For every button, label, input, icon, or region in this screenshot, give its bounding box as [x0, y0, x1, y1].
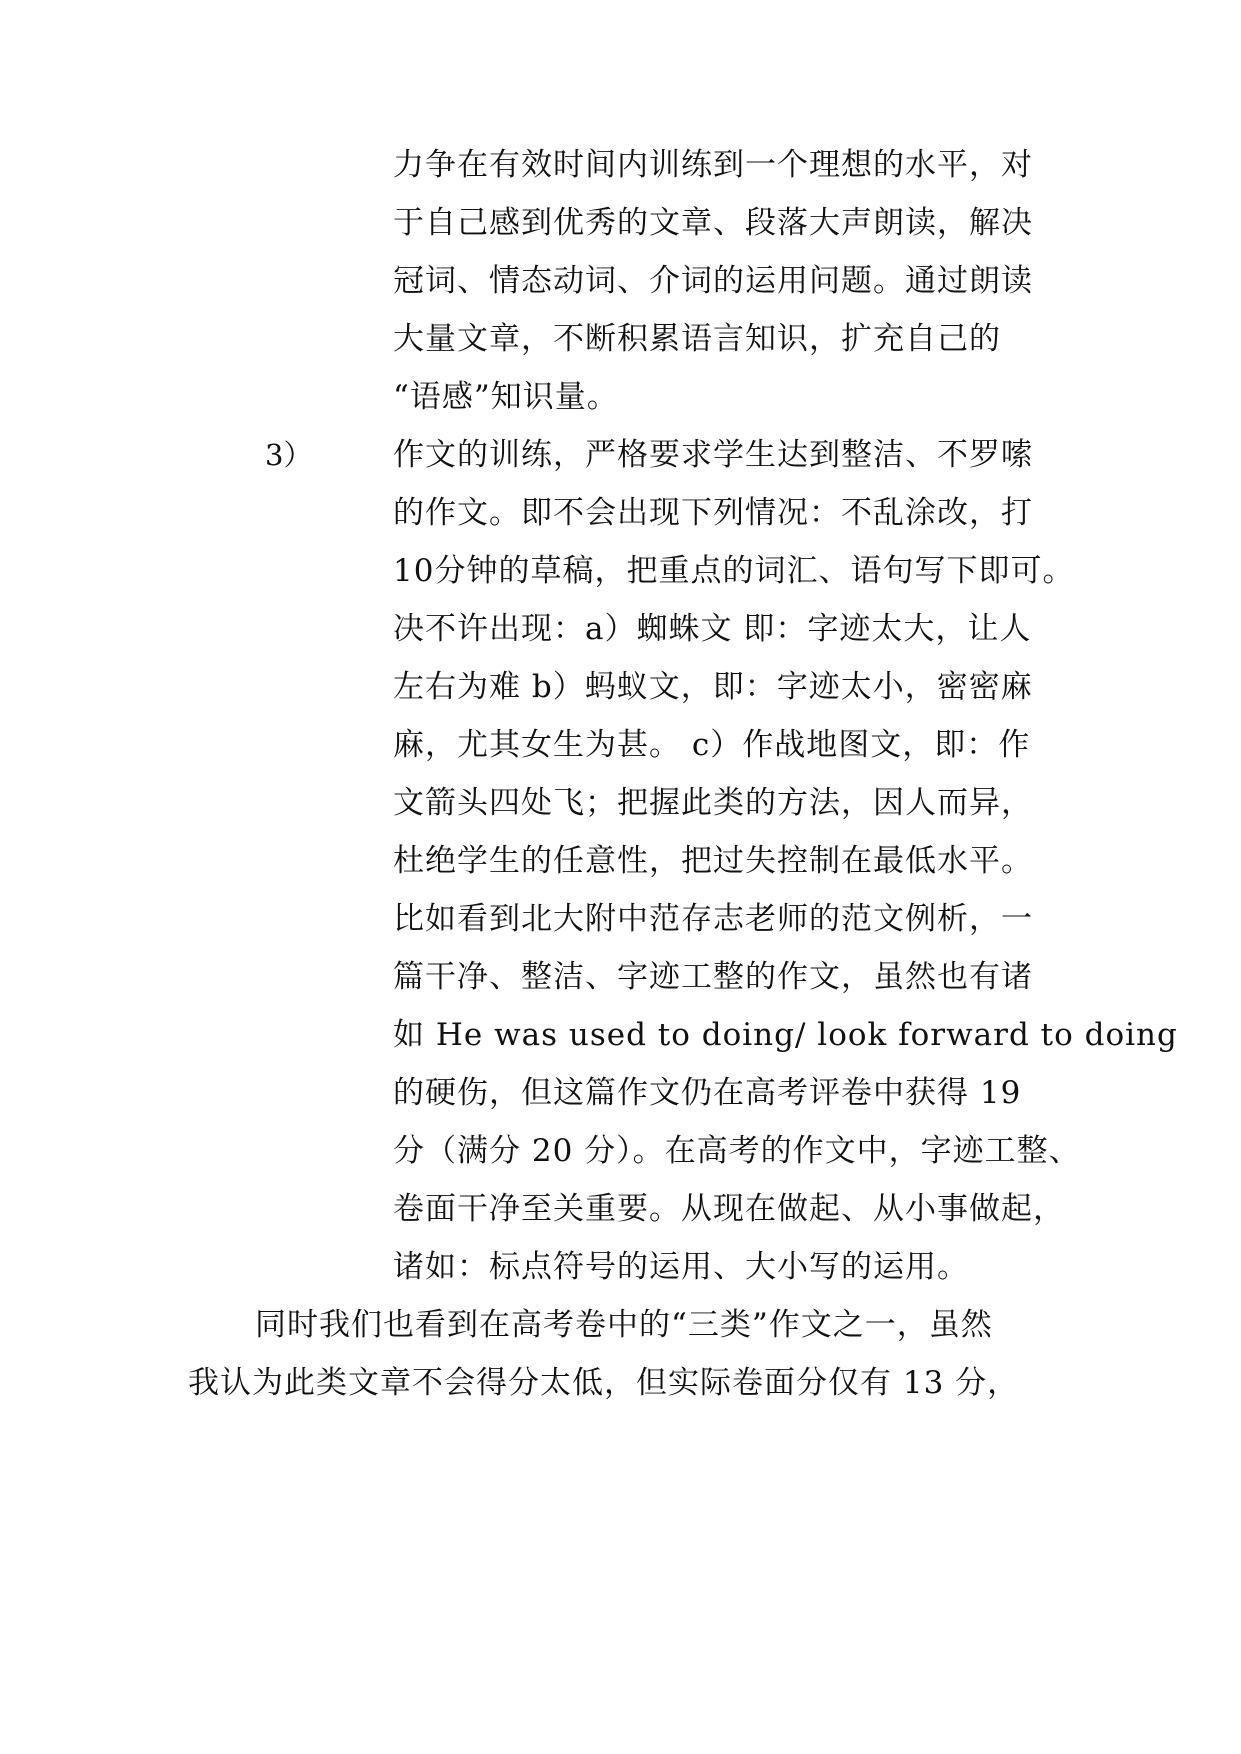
text-line: 大量文章，不断积累语言知识，扩充自己的	[393, 321, 1001, 357]
text-line: 决不许出现：a）蜘蛛文 即：字迹太大，让人	[393, 611, 1032, 647]
text-line: “语感”知识量。	[393, 379, 619, 415]
text-line: 篇干净、整洁、字迹工整的作文，虽然也有诸	[393, 959, 1033, 995]
text-line: 诸如：标点符号的运用、大小写的运用。	[393, 1249, 969, 1285]
list-marker: 3）	[265, 438, 313, 472]
text-line: 文箭头四处飞；把握此类的方法，因人而异，	[393, 785, 1033, 821]
text-line: 卷面干净至关重要。从现在做起、从小事做起，	[393, 1191, 1065, 1227]
text-line: 的硬伤，但这篇作文仍在高考评卷中获得 19	[393, 1075, 1022, 1111]
text-line: 如 He was used to doing/ look forward to doing	[393, 1017, 1178, 1053]
text-line: 分（满分 20 分）。在高考的作文中，字迹工整、	[393, 1133, 1081, 1169]
text-line: 麻，尤其女生为甚。 c）作战地图文，即：作	[393, 727, 1031, 763]
text-line: 作文的训练，严格要求学生达到整洁、不罗嗦	[393, 437, 1033, 473]
text-line: 我认为此类文章不会得分太低，但实际卷面分仅有 13 分，	[188, 1365, 1020, 1401]
text-line: 左右为难 b）蚂蚁文，即：字迹太小，密密麻	[393, 669, 1033, 705]
text-line: 冠词、情态动词、介词的运用问题。通过朗读	[393, 263, 1033, 299]
text-line: 的作文。即不会出现下列情况：不乱涂改，打	[393, 495, 1033, 531]
text-line: 力争在有效时间内训练到一个理想的水平，对	[393, 147, 1033, 183]
text-line: 于自己感到优秀的文章、段落大声朗读，解决	[393, 205, 1033, 241]
text-line: 10分钟的草稿，把重点的词汇、语句写下即可。	[393, 553, 1075, 589]
text-line: 比如看到北大附中范存志老师的范文例析，一	[393, 901, 1033, 937]
text-line: 杜绝学生的任意性，把过失控制在最低水平。	[393, 843, 1033, 879]
text-line: 同时我们也看到在高考卷中的“三类”作文之一，虽然	[255, 1307, 993, 1343]
